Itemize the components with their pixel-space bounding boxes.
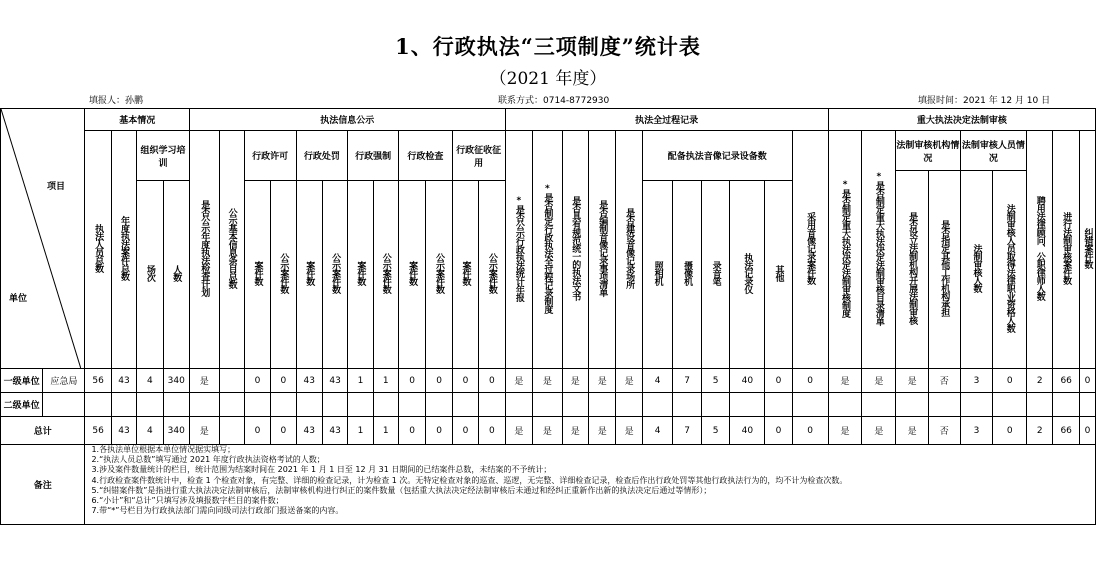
filler-info: 填报人：孙鹏 [89,96,144,106]
sub-devices: 配备执法音像记录设备数 [642,131,792,181]
col-rev3: 是否设立法制机构开展法制审核 [907,212,918,324]
sub-training: 组织学习培训 [137,131,190,181]
cell: 是 [505,417,532,445]
cell: 0 [271,417,296,445]
cell: 0 [993,417,1027,445]
cell: 是 [616,417,642,445]
row-level: 二级单位 [1,393,43,417]
cell: 0 [426,369,452,393]
col-sessions: 场次 [144,265,155,281]
sub-force: 行政强制 [348,131,399,181]
notes-block [85,445,1096,525]
cell: 0 [479,369,505,393]
cell: 是 [505,369,532,393]
group-disclosure: 执法信息公示 [189,109,505,131]
cell: 43 [111,417,136,445]
sub-penalty: 行政处罚 [296,131,348,181]
cell: 0 [765,417,792,445]
note-line: 7.带“*”号栏目为行政执法部门需向同级司法行政部门报送备案的内容。 [91,506,344,516]
col-levy-public: 公示案件数 [486,253,497,293]
col-people: 人数 [171,265,182,281]
cell: 是 [533,369,563,393]
col-penalty-cases: 案件数 [304,261,315,285]
col-inspect-cases: 案件数 [407,261,418,285]
note-line: 1.各执法单位根据本单位情况据实填写； [91,445,236,454]
cell: 43 [322,369,347,393]
cell [219,417,244,445]
col-sys4: 是否建设音像记录场所 [624,208,635,288]
cell [219,369,244,393]
notes-label: 备注 [1,445,85,525]
col-rev-people: 法制审核人数 [971,244,982,292]
cell: 1 [373,417,398,445]
cell: 4 [137,417,163,445]
col-corrections: 纠错案件数 [1082,228,1093,268]
cell: 0 [426,417,452,445]
group-basic: 基本情况 [85,109,190,131]
corner-cell [1,109,85,369]
sub-levy: 行政征收征用 [452,131,505,181]
table-row [1,369,1096,393]
sub-inspect: 行政检查 [398,131,452,181]
cell: 2 [1027,417,1053,445]
cell: 4 [642,369,673,393]
col-rev4: 是否指定其他工作机构承担 [939,220,950,316]
col-rev-cases: 进行法制审核案件数 [1061,212,1072,284]
cell: 56 [85,417,111,445]
cell: 5 [701,417,730,445]
cell: 7 [673,417,702,445]
corner-item-label: 项目 [47,182,66,192]
note-line: 3.涉及案件数量统计的栏目，统计范围为结案时间在 2021 年 1 月 1 日至 12 月 31 日期间的已结案件总数，未结案的不予统计； [91,465,552,475]
cell: 0 [993,369,1027,393]
cell: 43 [322,417,347,445]
cell: 是 [862,417,896,445]
cell: 否 [928,417,960,445]
cell: 否 [928,369,960,393]
col-rev-qual: 法制审核人员取得法律职业资格人数 [1004,204,1015,332]
cell: 7 [673,369,702,393]
cell: 是 [828,369,862,393]
col-force-public: 公示案件数 [380,253,391,293]
note-line: 6.“小计”和“总计”只填写涉及填报数字栏目的案件数； [91,496,284,506]
cell: 5 [701,369,730,393]
col-cases: 年度执法案件总数 [118,216,129,280]
cell: 0 [398,417,425,445]
table-subtitle: （2021 年度） [489,69,607,89]
statistics-table [0,108,1096,525]
cell: 是 [896,369,929,393]
cell: 66 [1053,417,1079,445]
note-line: 4.行政检查案件数统计中，检查 1 个检查对象，有完整、详细的检查记录，计为检查 1 次。无特定检查对象的巡查、巡逻，无完整、详细检查记录，检查后作出行政处罚等其他行政执法行为的，均不计为检查次数。 [91,475,848,485]
col-rev1: *是否制定重大执法决定法制审核制度 [840,179,851,317]
col-permit-cases: 案件数 [252,261,263,285]
cell: 0 [792,417,828,445]
col-rev2: *是否制定重大执法决定法制审核目录清单 [873,171,884,325]
cell: 1 [373,369,398,393]
cell: 是 [828,417,862,445]
note-line: 5.“纠错案件数”是指进行重大执法决定法制审核后，法制审核机构进行纠正的案件数量（包括重大执法决定经法制审核后未通过和经纠正重新作出新的执法决定后通过等情形）； [91,485,712,495]
cell: 是 [562,369,588,393]
cell: 43 [296,417,322,445]
table-row [1,393,1096,417]
col-force-cases: 案件数 [355,261,366,285]
cell: 0 [244,369,270,393]
cell: 是 [189,417,219,445]
col-staff: 执法人员总数 [93,224,104,272]
row-unit-name: 应急局 [43,369,85,393]
col-recorder: 录音笔 [710,261,721,285]
cell: 40 [730,369,765,393]
cell: 0 [452,417,478,445]
col-penalty-public: 公示案件数 [330,253,341,293]
col-lawyers: 聘用法律顾问、公职律师人数 [1034,196,1045,300]
sub-institution: 法制审核机构情况 [896,131,960,171]
fill-date: 填报时间：2021 年 12 月 10 日 [918,96,1051,106]
row-level: 一级单位 [1,369,43,393]
cell: 是 [862,369,896,393]
col-camera: 照相机 [652,261,663,285]
cell: 0 [1079,417,1095,445]
col-sys3: 是否编制音像记录事项清单 [597,200,608,296]
cell: 4 [137,369,163,393]
cell: 1 [348,369,373,393]
col-av-cases: 采用音像记录案件数 [805,212,816,284]
row-unit-name [43,393,85,417]
cell: 4 [642,417,673,445]
cell: 66 [1053,369,1079,393]
cell: 是 [616,369,642,393]
col-video: 摄像机 [682,261,693,285]
contact-info: 联系方式：0714-8772930 [498,96,610,106]
col-inspect-public: 公示案件数 [434,253,445,293]
sub-permit: 行政许可 [244,131,296,181]
col-sys2: 是否具有规范统一的执法文书 [570,196,581,300]
col-sys1: *是否制定行政执法全过程记录制度 [542,183,553,313]
cell: 0 [398,369,425,393]
cell: 43 [111,369,136,393]
cell: 是 [896,417,929,445]
group-review: 重大执法决定法制审核 [828,109,1095,131]
table-row-total [1,417,1096,445]
note-line: 2.“执法人员总数”填写通过 2021 年度行政执法资格考试的人数； [91,455,325,465]
cell: 0 [452,369,478,393]
table-title: 1、行政执法“三项制度”统计表 [395,34,701,59]
col-law-recorder: 执法记录仪 [742,253,753,293]
col-items: 公示基本信息条目总数 [226,208,237,288]
group-record: 执法全过程记录 [505,109,828,131]
cell: 1 [348,417,373,445]
col-plan: 是否公示年度执法检查计划 [199,200,210,296]
col-levy-cases: 案件数 [460,261,471,285]
col-stat-report: *是否公示行政执法统计年报 [513,195,524,301]
cell: 是 [533,417,563,445]
cell: 是 [588,417,615,445]
cell: 43 [296,369,322,393]
corner-unit-label: 单位 [9,294,28,304]
cell: 0 [765,369,792,393]
cell: 56 [85,369,111,393]
cell: 340 [163,417,189,445]
cell: 0 [479,417,505,445]
cell: 0 [244,417,270,445]
row-total-label: 总计 [1,417,85,445]
cell: 40 [730,417,765,445]
sub-personnel: 法制审核人员情况 [960,131,1027,171]
col-permit-public: 公示案件数 [278,253,289,293]
cell: 2 [1027,369,1053,393]
cell: 是 [189,369,219,393]
cell: 0 [792,369,828,393]
cell: 340 [163,369,189,393]
cell: 是 [588,369,615,393]
cell: 是 [562,417,588,445]
col-other: 其他 [773,265,784,281]
cell: 0 [271,369,296,393]
cell: 3 [960,417,993,445]
cell: 3 [960,369,993,393]
cell: 0 [1079,369,1095,393]
